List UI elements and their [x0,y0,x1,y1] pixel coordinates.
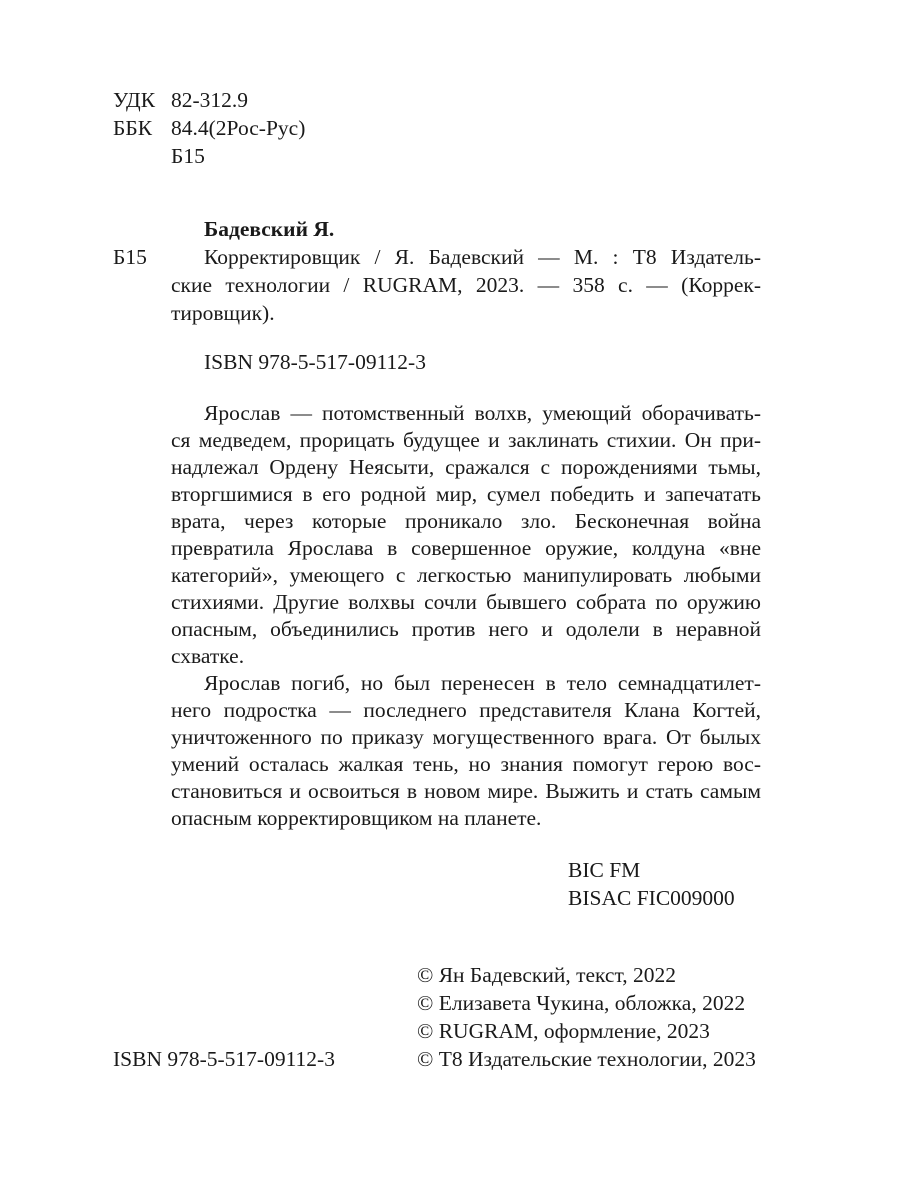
isbn-line: ISBN 978-5-517-09112-3 [204,350,426,374]
description-line: ские технологии / RUGRAM, 2023. — 358 с. — (Коррек- [171,273,761,297]
annotation-line: стихиями. Другие волхвы сочли бывшего собрата по оружию [171,590,761,614]
annotation-line: схватке. [171,644,245,668]
author-mark-top: Б15 [171,144,205,168]
annotation-line: становиться и освоиться в новом мире. Выжить и стать самым [171,779,761,803]
annotation-line: ся медведем, прорицать будущее и заклинать стихии. Он при- [171,428,761,452]
bic-code: BIC FM [568,858,641,882]
annotation-line: надлежал Ордену Неясыти, сражался с порождениями тьмы, [171,455,761,479]
udk-label: УДК [113,88,156,112]
bbk-label: ББК [113,116,153,140]
author-heading: Бадевский Я. [204,217,335,241]
annotation-line: него подростка — последнего представителя Клана Когтей, [171,698,761,722]
bbk-value: 84.4(2Рос-Рус) [171,116,306,140]
copyright-line: © Ян Бадевский, текст, 2022 [417,963,676,987]
copyright-line: © Т8 Издательские технологии, 2023 [417,1047,756,1071]
isbn-footer: ISBN 978-5-517-09112-3 [113,1047,335,1071]
description-line: тировщик). [171,301,275,325]
bisac-code: BISAC FIC009000 [568,886,735,910]
annotation-line: вторгшимися в его родной мир, сумел победить и запечатать [171,482,761,506]
annotation-line: опасным, объединились против него и одолели в неравной [171,617,761,641]
bbk-row [113,114,305,142]
annotation-line: уничтоженного по приказу могущественного врага. От былых [171,725,761,749]
annotation-line: умений осталась жалкая тень, но знания помогут герою вос- [171,752,761,776]
copyright-line: © RUGRAM, оформление, 2023 [417,1019,710,1043]
description-line: Корректировщик / Я. Бадевский — М. : Т8 Издатель- [204,245,761,269]
annotation-line: категорий», умеющего с легкостью манипулировать любыми [171,563,761,587]
annotation-line: превратила Ярослава в совершенное оружие, колдуна «вне [171,536,761,560]
author-mark: Б15 [113,245,147,269]
annotation-line: врата, через которые проникало зло. Бесконечная война [171,509,761,533]
annotation-line: опасным корректировщиком на планете. [171,806,542,830]
udk-value: 82-312.9 [171,88,249,112]
udk-row [113,86,248,114]
copyright-line: © Елизавета Чукина, обложка, 2022 [417,991,746,1015]
annotation-line: Ярослав погиб, но был перенесен в тело семнадцатилет- [204,671,761,695]
annotation-line: Ярослав — потомственный волхв, умеющий оборачивать- [204,401,761,425]
